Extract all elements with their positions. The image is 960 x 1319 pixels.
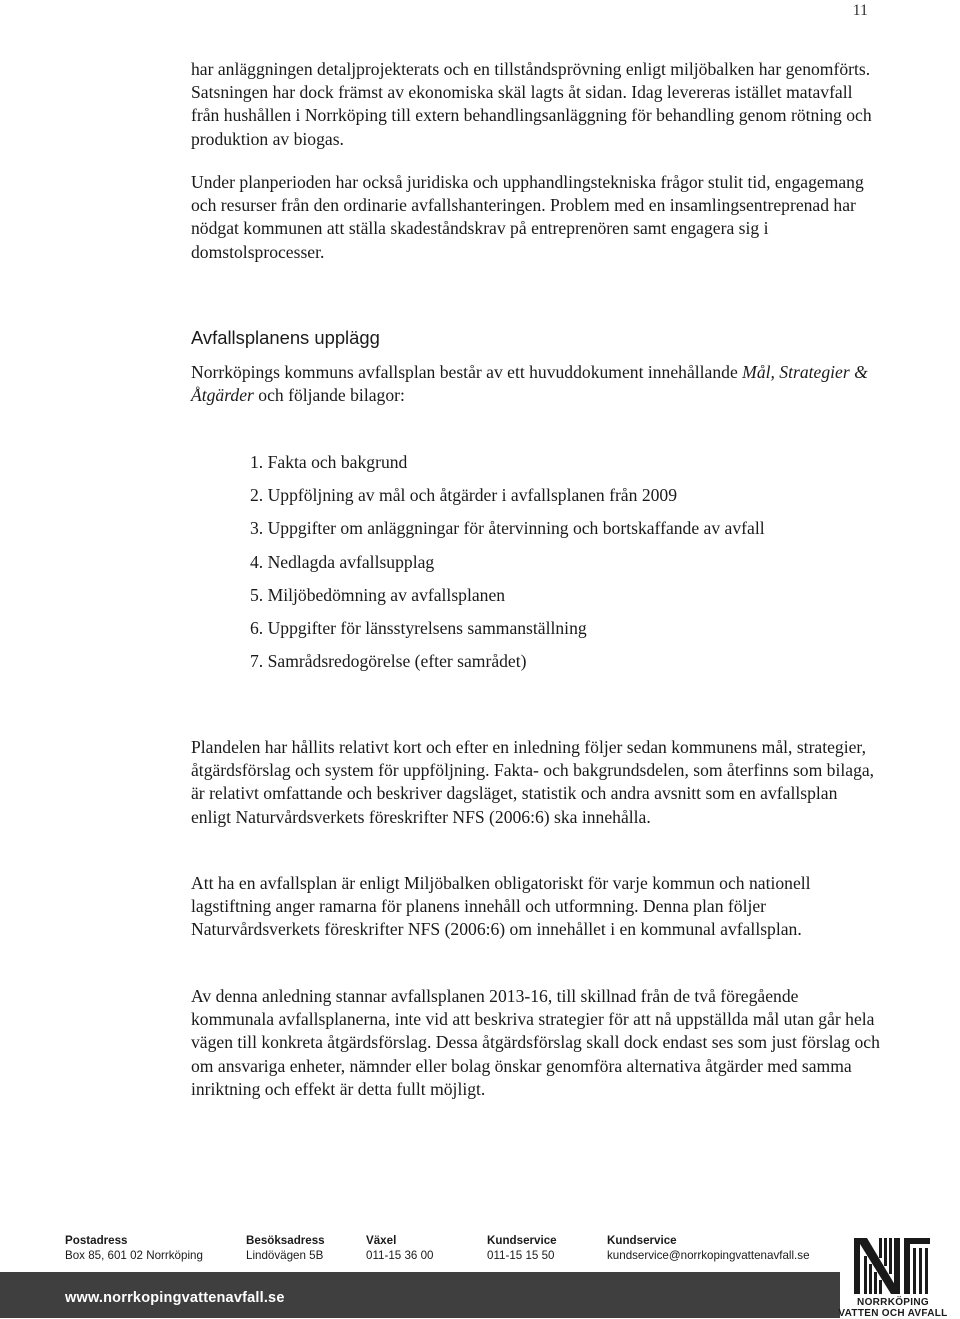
contact-label: Postadress [65, 1233, 203, 1248]
list-item: 7. Samrådsredogörelse (efter samrådet) [250, 648, 765, 681]
intro-text-start: Norrköpings kommuns avfallsplan består av ett huvuddokument innehållande [191, 362, 738, 382]
contact-postadress [65, 1233, 203, 1263]
list-item: 1. Fakta och bakgrund [250, 449, 765, 482]
page-number: 11 [853, 2, 868, 20]
paragraph-anledning: Av denna anledning stannar avfallsplanen 2013-16, till skillnad från de två föregående kommunala avfallsplanerna, inte vid att beskriva strategier för att nå uppställda mål utan går hela vägen till konkreta åtgärdsförslag. Dessa åtgärdsförslag skall dock endast ses som just förslag och om ansvariga enheter, nämnder eller bolag önskar genomföra alternativa åtgärder med samma inriktning och effekt är detta fullt möjligt. [191, 985, 881, 1101]
section-intro [191, 361, 881, 407]
paragraph-biogas: har anläggningen detaljprojekterats och en tillståndsprövning enligt miljöbalken har genomförts. Satsningen har dock främst av ekonomiska skäl lagts åt sidan. Idag levereras istället matavfall från hushållen i Norrköping till extern behandlingsanläggning för behandling genom rötning och produktion av biogas. [191, 58, 881, 151]
paragraph-miljobalken: Att ha en avfallsplan är enligt Miljöbalken obligatoriskt för varje kommun och nationell lagstiftning anger ramarna för planens innehåll och utformning. Denna plan följer Naturvårdsverkets föreskrifter NFS (2006:6) om innehållet i en kommunal avfallsplan. [191, 872, 881, 942]
contact-vaxel [366, 1233, 433, 1263]
norrkoping-logo-icon [850, 1234, 935, 1296]
contact-value: 011-15 36 00 [366, 1248, 433, 1263]
contact-value: kundservice@norrkopingvattenavfall.se [607, 1248, 810, 1263]
contact-value: Box 85, 601 02 Norrköping [65, 1248, 203, 1263]
contact-kundservice-email [607, 1233, 810, 1263]
paragraph-plandelen: Plandelen har hållits relativt kort och efter en inledning följer sedan kommunens mål, strategier, åtgärdsförslag och system för uppföljning. Fakta- och bakgrundsdelen, som återfinns som bilaga, är relativt omfattande och beskriver dagsläget, statistik och andra avsnitt som en avfallsplan enligt Naturvårdsverkets föreskrifter NFS (2006:6) ska innehålla. [191, 736, 881, 829]
list-item: 5. Miljöbedömning av avfallsplanen [250, 582, 765, 615]
contact-label: Besöksadress [246, 1233, 325, 1248]
website-bar [0, 1272, 840, 1318]
paragraph-planperiod: Under planperioden har också juridiska och upphandlingstekniska frågor stulit tid, engagemang och resurser från den ordinarie avfallshanteringen. Problem med en insamlingsentreprenad har nödgat kommunen att ställa skadeståndskrav på entreprenören samt engagera sig i domstolsprocesser. [191, 171, 881, 264]
intro-text-end: och följande bilagor: [258, 385, 405, 405]
intro-text-italic: Mål, Strategier & Åtgärder [191, 362, 868, 405]
footer [0, 1218, 960, 1318]
contact-label: Växel [366, 1233, 433, 1248]
appendix-list [250, 449, 765, 681]
logo-text-line1: NORRKÖPING [838, 1298, 948, 1309]
contact-kundservice-phone [487, 1233, 557, 1263]
list-item: 6. Uppgifter för länsstyrelsens sammanställning [250, 615, 765, 648]
contact-label: Kundservice [487, 1233, 557, 1248]
logo-text-line2: VATTEN OCH AVFALL [838, 1309, 948, 1319]
contact-label: Kundservice [607, 1233, 810, 1248]
contact-besoksadress [246, 1233, 325, 1263]
contact-value: 011-15 15 50 [487, 1248, 557, 1263]
list-item: 3. Uppgifter om anläggningar för återvinning och bortskaffande av avfall [250, 515, 765, 548]
contact-value: Lindövägen 5B [246, 1248, 325, 1263]
section-heading: Avfallsplanens upplägg [191, 327, 380, 349]
list-item: 4. Nedlagda avfallsupplag [250, 549, 765, 582]
logo-text [838, 1298, 948, 1319]
list-item: 2. Uppföljning av mål och åtgärder i avfallsplanen från 2009 [250, 482, 765, 515]
website-link[interactable]: www.norrkopingvattenavfall.se [65, 1290, 285, 1306]
